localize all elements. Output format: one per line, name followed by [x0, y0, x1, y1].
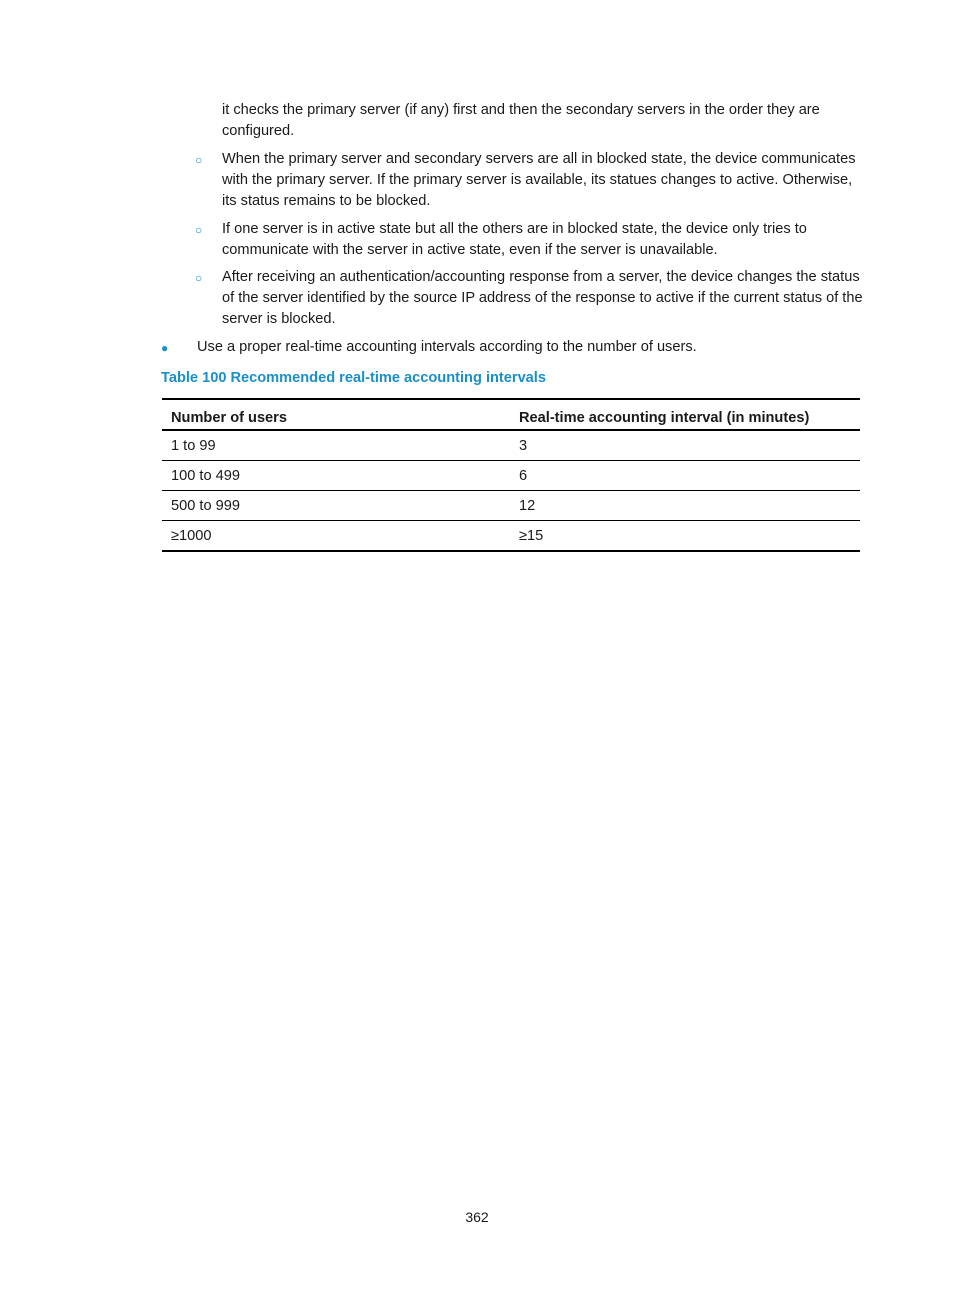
table-row: [162, 430, 860, 461]
table-caption: Table 100 Recommended real-time accounting intervals: [161, 370, 546, 386]
table-row: [162, 521, 860, 552]
cell-users: 500 to 999: [162, 491, 510, 521]
sub-bullet-icon: ○: [195, 223, 203, 237]
sub-item-active-state: If one server is in active state but all the others are in blocked state, the device only tries to communicate with the server in active state, even if the server is unavailable.: [222, 221, 807, 258]
cell-interval: 12: [510, 491, 860, 521]
header-number-of-users: Number of users: [162, 399, 510, 430]
sub-item-response-received: After receiving an authentication/accounting response from a server, the device changes the status of the server identified by the source IP address of the response to active if the current status of the server is blocked.: [222, 269, 863, 327]
table-header-row: [162, 399, 860, 430]
cell-users: ≥1000: [162, 521, 510, 552]
table-row: [162, 491, 860, 521]
cell-interval: 3: [510, 430, 860, 461]
bullet-icon: ●: [161, 341, 169, 355]
sub-item-blocked-state: When the primary server and secondary servers are all in blocked state, the device communicates with the primary server. If the primary server is available, its statues changes to active. Otherwise, its status remains to be blocked.: [222, 151, 856, 209]
cell-users: 1 to 99: [162, 430, 510, 461]
table-row: [162, 461, 860, 491]
cell-interval: 6: [510, 461, 860, 491]
sub-bullet-icon: ○: [195, 271, 203, 285]
cell-users: 100 to 499: [162, 461, 510, 491]
page-number: 362: [465, 1209, 489, 1225]
main-item-accounting-intervals: Use a proper real-time accounting intervals according to the number of users.: [197, 339, 697, 355]
cell-interval: ≥15: [510, 521, 860, 552]
sub-bullet-icon: ○: [195, 153, 203, 167]
header-accounting-interval: Real-time accounting interval (in minutes): [510, 399, 860, 430]
continuation-paragraph: it checks the primary server (if any) first and then the secondary servers in the order they are configured.: [222, 102, 820, 139]
accounting-intervals-table: [162, 398, 860, 552]
